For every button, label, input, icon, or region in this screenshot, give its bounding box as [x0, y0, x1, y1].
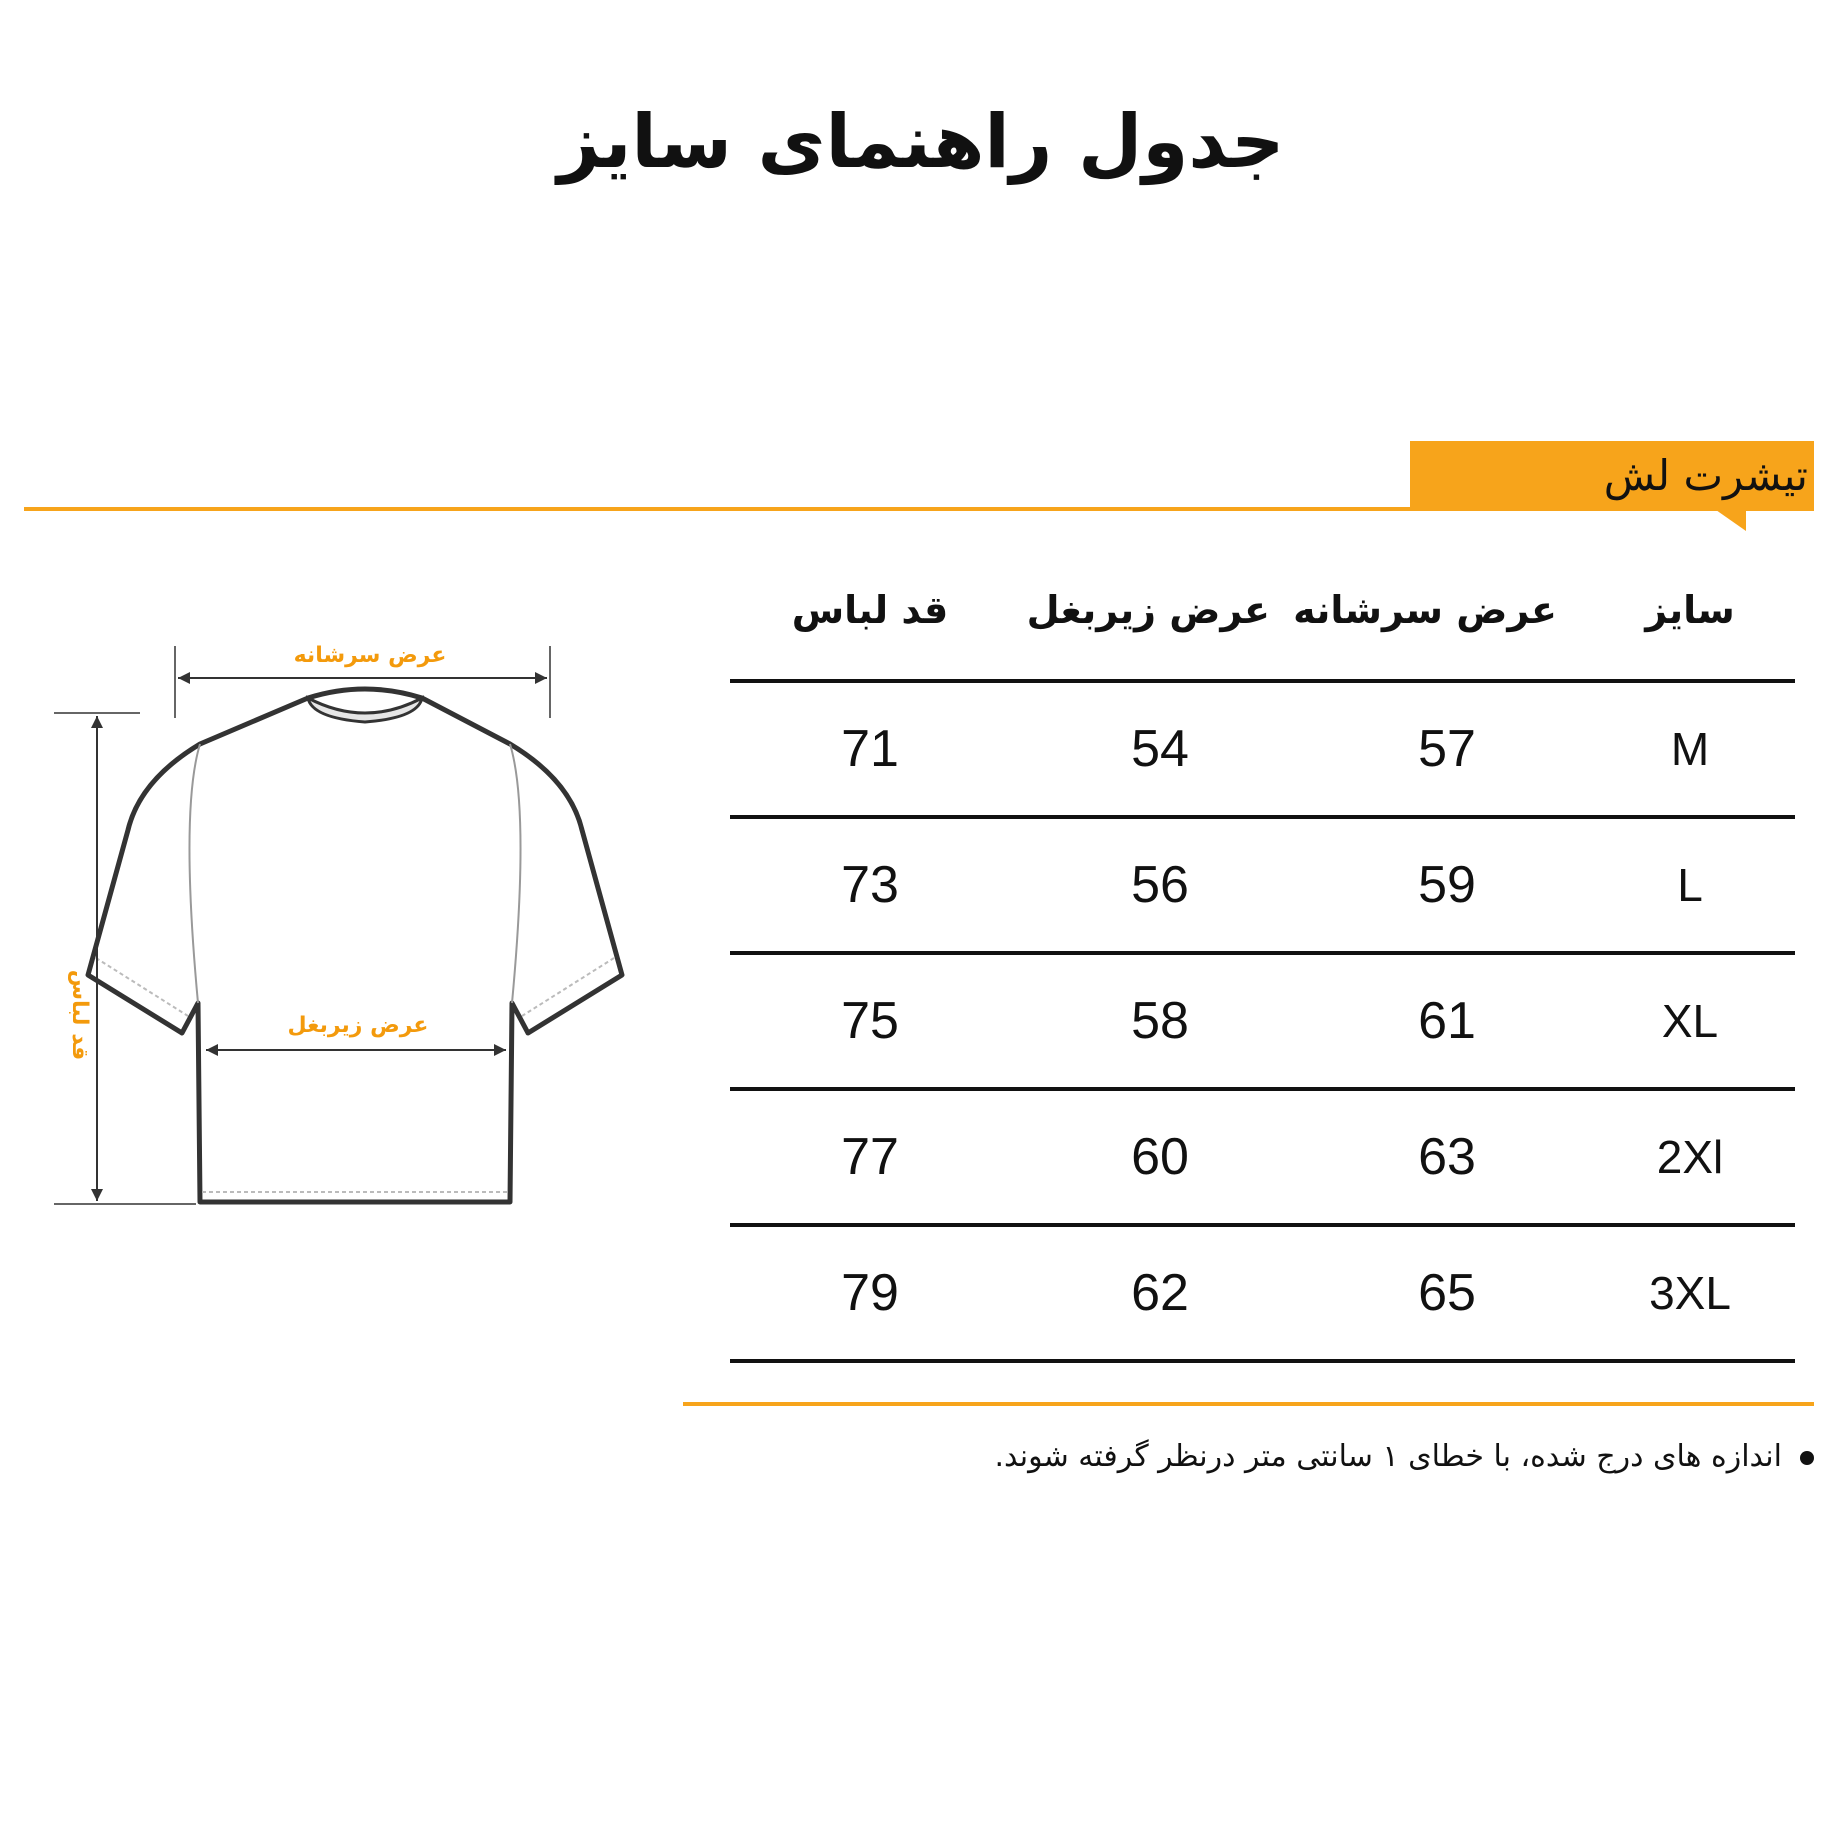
header-length: قد لباس [791, 588, 949, 632]
size-cell: XL [1661, 995, 1719, 1047]
table-row [730, 1091, 1795, 1227]
tshirt-diagram [40, 620, 640, 1240]
length-dimension-label: قد لباس [67, 969, 92, 1061]
bottom-divider [683, 1402, 1814, 1406]
shoulder-dimension-label: عرض سرشانه [293, 643, 447, 668]
chest-cell: 60 [1131, 1128, 1189, 1186]
size-cell: M [1670, 723, 1710, 775]
page-title: جدول راهنمای سایز [557, 99, 1285, 185]
header-shoulder-width: عرض سرشانه [1293, 588, 1557, 632]
shoulder-cell: 61 [1418, 992, 1476, 1050]
length-cell: 71 [841, 720, 899, 778]
table-header-row [730, 565, 1795, 683]
table-row [730, 1227, 1795, 1363]
shoulder-cell: 65 [1418, 1264, 1476, 1322]
shoulder-cell: 57 [1418, 720, 1476, 778]
shoulder-cell: 59 [1418, 856, 1476, 914]
table-row [730, 955, 1795, 1091]
length-cell: 75 [841, 992, 899, 1050]
header-size: سایز [1645, 588, 1735, 632]
size-cell: 2Xl [1656, 1131, 1724, 1183]
bullet-icon [1800, 1451, 1814, 1465]
note-text: اندازه های درج شده، با خطای ۱ سانتی متر درنظر گرفته شوند. [994, 1439, 1782, 1474]
size-cell: 3XL [1649, 1267, 1731, 1319]
chest-cell: 62 [1131, 1264, 1189, 1322]
chest-dimension-label: عرض زیربغل [287, 1013, 429, 1038]
table-row [730, 819, 1795, 955]
chest-cell: 56 [1131, 856, 1189, 914]
table-row [730, 683, 1795, 819]
length-cell: 73 [841, 856, 899, 914]
size-cell: L [1677, 859, 1703, 911]
tshirt-outline [88, 689, 622, 1202]
size-table [730, 565, 1795, 1363]
length-cell: 77 [841, 1128, 899, 1186]
product-label: تیشرت لش [1603, 451, 1808, 500]
chest-cell: 54 [1131, 720, 1189, 778]
measurement-note [683, 1432, 1814, 1482]
shoulder-cell: 63 [1418, 1128, 1476, 1186]
length-cell: 79 [841, 1264, 899, 1322]
product-tab-pointer [1716, 510, 1746, 531]
chest-cell: 58 [1131, 992, 1189, 1050]
header-chest-width: عرض زیربغل [1026, 588, 1270, 632]
